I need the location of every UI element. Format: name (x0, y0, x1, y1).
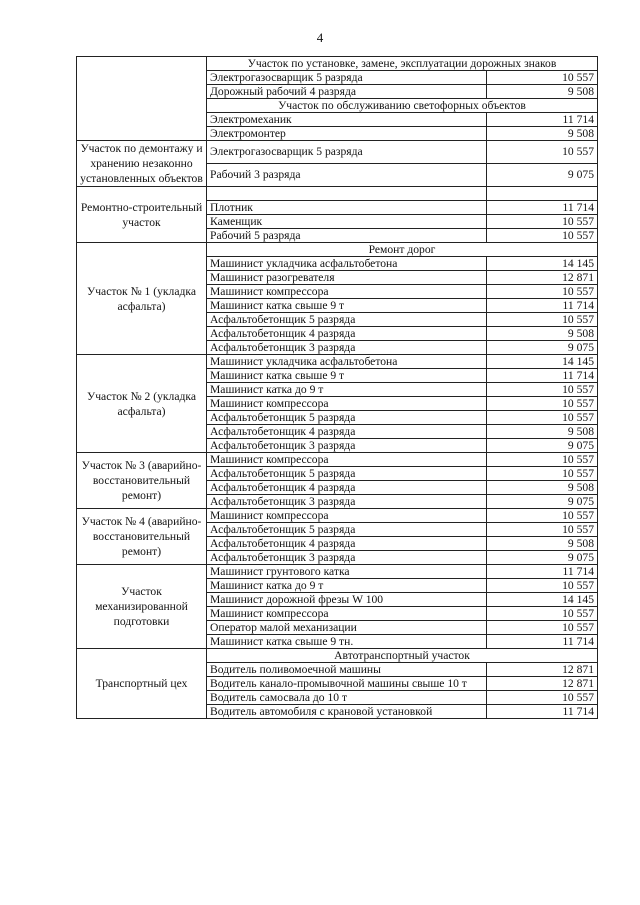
section-heading: Участок по установке, замене, эксплуатации дорожных знаков (207, 57, 598, 71)
position-cell: Машинист компрессора (207, 397, 487, 411)
position-cell: Машинист компрессора (207, 509, 487, 523)
unit-cell-empty (77, 57, 207, 141)
pay-cell: 14 145 (487, 257, 598, 271)
position-cell: Рабочий 5 разряда (207, 229, 487, 243)
pay-cell: 10 557 (487, 313, 598, 327)
position-cell: Асфальтобетонщик 4 разряда (207, 481, 487, 495)
unit-cell: Участок № 2 (укладка асфальта) (77, 355, 207, 453)
pay-cell: 9 508 (487, 481, 598, 495)
position-cell: Асфальтобетонщик 3 разряда (207, 439, 487, 453)
section-heading: Участок по обслуживанию светофорных объектов (207, 99, 598, 113)
pay-cell: 9 075 (487, 164, 598, 187)
position-cell: Асфальтобетонщик 5 разряда (207, 313, 487, 327)
position-cell: Машинист катка свыше 9 тн. (207, 635, 487, 649)
pay-cell: 10 557 (487, 285, 598, 299)
position-cell: Асфальтобетонщик 3 разряда (207, 551, 487, 565)
table-row (77, 187, 598, 201)
position-cell: Машинист укладчика асфальтобетона (207, 355, 487, 369)
pay-cell: 10 557 (487, 621, 598, 635)
pay-cell: 9 508 (487, 537, 598, 551)
pay-cell: 11 714 (487, 369, 598, 383)
position-cell: Машинист грунтового катка (207, 565, 487, 579)
wage-table (76, 56, 598, 719)
unit-cell: Участок № 4 (аварийно-восстановительный ремонт) (77, 509, 207, 565)
position-cell: Оператор малой механизации (207, 621, 487, 635)
position-cell: Плотник (207, 201, 487, 215)
pay-cell: 9 075 (487, 495, 598, 509)
pay-cell-empty (487, 187, 598, 201)
pay-cell: 10 557 (487, 523, 598, 537)
pay-cell: 9 075 (487, 439, 598, 453)
pay-cell: 10 557 (487, 215, 598, 229)
table-row (77, 565, 598, 579)
pay-cell: 10 557 (487, 141, 598, 164)
pay-cell: 10 557 (487, 453, 598, 467)
pay-cell: 11 714 (487, 299, 598, 313)
position-cell: Машинист укладчика асфальтобетона (207, 257, 487, 271)
unit-cell: Участок № 3 (аварийно-восстановительный ремонт) (77, 453, 207, 509)
pay-cell: 11 714 (487, 113, 598, 127)
position-cell: Машинист компрессора (207, 607, 487, 621)
pay-cell: 11 714 (487, 635, 598, 649)
position-cell: Водитель поливомоечной машины (207, 663, 487, 677)
position-cell: Машинист катка до 9 т (207, 579, 487, 593)
pay-cell: 11 714 (487, 705, 598, 719)
section-heading: Ремонт дорог (207, 243, 598, 257)
pay-cell: 10 557 (487, 229, 598, 243)
pay-cell: 9 508 (487, 127, 598, 141)
pay-cell: 10 557 (487, 397, 598, 411)
position-cell: Машинист компрессора (207, 453, 487, 467)
pay-cell: 11 714 (487, 201, 598, 215)
position-cell: Электрогазосварщик 5 разряда (207, 71, 487, 85)
pay-cell: 10 557 (487, 411, 598, 425)
position-cell: Водитель автомобиля с крановой установкой (207, 705, 487, 719)
position-cell: Электромонтер (207, 127, 487, 141)
pay-cell: 9 508 (487, 85, 598, 99)
position-cell: Асфальтобетонщик 5 разряда (207, 411, 487, 425)
position-cell: Машинист катка свыше 9 т (207, 369, 487, 383)
table-row (77, 453, 598, 467)
position-cell-empty (207, 187, 487, 201)
pay-cell: 11 714 (487, 565, 598, 579)
position-cell: Асфальтобетонщик 3 разряда (207, 341, 487, 355)
pay-cell: 9 508 (487, 327, 598, 341)
position-cell: Машинист катка до 9 т (207, 383, 487, 397)
pay-cell: 9 075 (487, 551, 598, 565)
position-cell: Машинист дорожной фрезы W 100 (207, 593, 487, 607)
unit-cell: Участок механизированной подготовки (77, 565, 207, 649)
section-heading: Автотранспортный участок (207, 649, 598, 663)
position-cell: Рабочий 3 разряда (207, 164, 487, 187)
position-cell: Машинист катка свыше 9 т (207, 299, 487, 313)
position-cell: Электрогазосварщик 5 разряда (207, 141, 487, 164)
position-cell: Дорожный рабочий 4 разряда (207, 85, 487, 99)
position-cell: Машинист компрессора (207, 285, 487, 299)
pay-cell: 10 557 (487, 467, 598, 481)
pay-cell: 10 557 (487, 607, 598, 621)
unit-cell: Участок № 1 (укладка асфальта) (77, 243, 207, 355)
table-row (77, 243, 598, 257)
pay-cell: 9 075 (487, 341, 598, 355)
unit-cell: Участок по демонтажу и хранению незаконно установленных объектов (77, 141, 207, 187)
pay-cell: 9 508 (487, 425, 598, 439)
position-cell: Асфальтобетонщик 5 разряда (207, 523, 487, 537)
pay-cell: 10 557 (487, 579, 598, 593)
pay-cell: 14 145 (487, 355, 598, 369)
pay-cell: 10 557 (487, 383, 598, 397)
pay-cell: 12 871 (487, 677, 598, 691)
table-row (77, 57, 598, 71)
position-cell: Асфальтобетонщик 4 разряда (207, 537, 487, 551)
position-cell: Электромеханик (207, 113, 487, 127)
pay-cell: 10 557 (487, 71, 598, 85)
pay-cell: 10 557 (487, 691, 598, 705)
table-row (77, 509, 598, 523)
page-number: 4 (316, 30, 324, 45)
position-cell: Асфальтобетонщик 5 разряда (207, 467, 487, 481)
pay-cell: 12 871 (487, 271, 598, 285)
pay-cell: 12 871 (487, 663, 598, 677)
pay-cell: 14 145 (487, 593, 598, 607)
position-cell: Асфальтобетонщик 3 разряда (207, 495, 487, 509)
position-cell: Асфальтобетонщик 4 разряда (207, 327, 487, 341)
position-cell: Асфальтобетонщик 4 разряда (207, 425, 487, 439)
table-row (77, 355, 598, 369)
position-cell: Каменщик (207, 215, 487, 229)
unit-cell: Транспортный цех (77, 649, 207, 719)
position-cell: Машинист разогревателя (207, 271, 487, 285)
pay-cell: 10 557 (487, 509, 598, 523)
unit-cell: Ремонтно-строительный участок (77, 187, 207, 243)
position-cell: Водитель самосвала до 10 т (207, 691, 487, 705)
table-row (77, 649, 598, 663)
position-cell: Водитель канало-промывочной машины свыше 10 т (207, 677, 487, 691)
table-row (77, 141, 598, 164)
